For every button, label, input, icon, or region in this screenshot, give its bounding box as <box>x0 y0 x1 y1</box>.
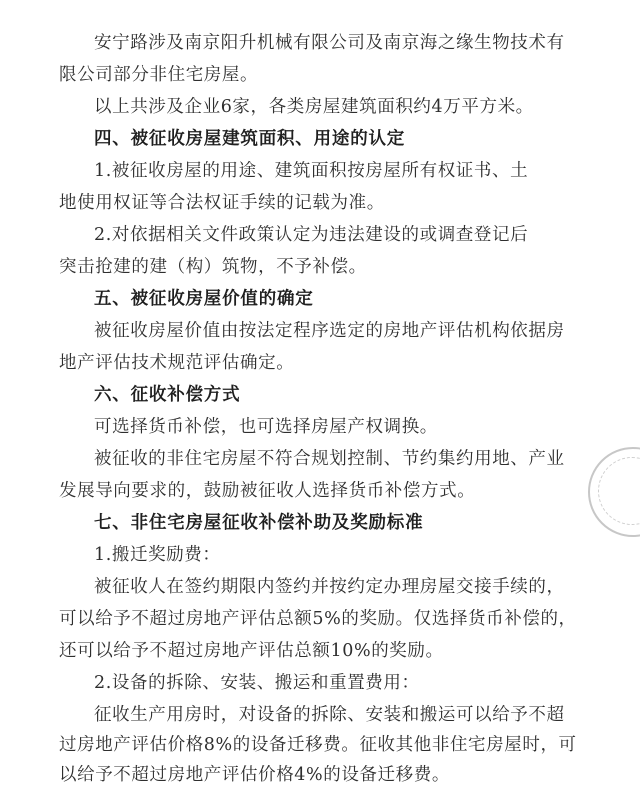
paragraph-line: 征收生产用房时，对设备的拆除、安装和搬运可以给予不超 <box>94 705 565 725</box>
seal-ring-icon <box>598 457 640 525</box>
paragraph-line: 1.被征收房屋的用途、建筑面积按房屋所有权证书、土 <box>94 161 529 181</box>
paragraph-line: 地产评估技术规范评估确定。 <box>59 353 295 373</box>
paragraph-line: 2.对依据相关文件政策认定为违法建设的或调查登记后 <box>94 225 529 245</box>
paragraph-line: 以上共涉及企业6家，各类房屋建筑面积约4万平方米。 <box>94 97 534 117</box>
section-heading: 七、非住宅房屋征收补偿补助及奖励标准 <box>94 513 424 533</box>
paragraph-line: 被征收房屋价值由按法定程序选定的房地产评估机构依据房 <box>94 321 565 341</box>
paragraph-line: 被征收人在签约期限内签约并按约定办理房屋交接手续的， <box>94 577 565 597</box>
section-heading: 六、征收补偿方式 <box>94 385 241 405</box>
paragraph-line: 2.设备的拆除、安装、搬运和重置费用： <box>94 673 420 693</box>
paragraph-line: 安宁路涉及南京阳升机械有限公司及南京海之缘生物技术有 <box>94 33 565 53</box>
paragraph-line: 以给予不超过房地产评估价格4%的设备迁移费。 <box>59 765 450 785</box>
paragraph-line: 突击抢建的建（构）筑物，不予补偿。 <box>59 257 367 277</box>
paragraph-line: 1.搬迁奖励费： <box>94 545 221 565</box>
paragraph-line: 地使用权证等合法权证手续的记载为准。 <box>59 193 385 213</box>
paragraph-line: 被征收的非住宅房屋不符合规划控制、节约集约用地、产业 <box>94 449 565 469</box>
section-heading: 五、被征收房屋价值的确定 <box>94 289 314 309</box>
paragraph-line: 可选择货币补偿，也可选择房屋产权调换。 <box>94 417 438 437</box>
paragraph-line: 发展导向要求的，鼓励被征收人选择货币补偿方式。 <box>59 481 476 501</box>
paragraph-line: 还可以给予不超过房地产评估总额10%的奖励。 <box>59 641 444 661</box>
paragraph-line: 可以给予不超过房地产评估总额5%的奖励。仅选择货币补偿的， <box>59 609 577 629</box>
paragraph-line: 过房地产评估价格8%的设备迁移费。征收其他非住宅房屋时，可 <box>59 735 577 755</box>
section-heading: 四、被征收房屋建筑面积、用途的认定 <box>94 129 406 149</box>
paragraph-line: 限公司部分非住宅房屋。 <box>59 65 259 85</box>
